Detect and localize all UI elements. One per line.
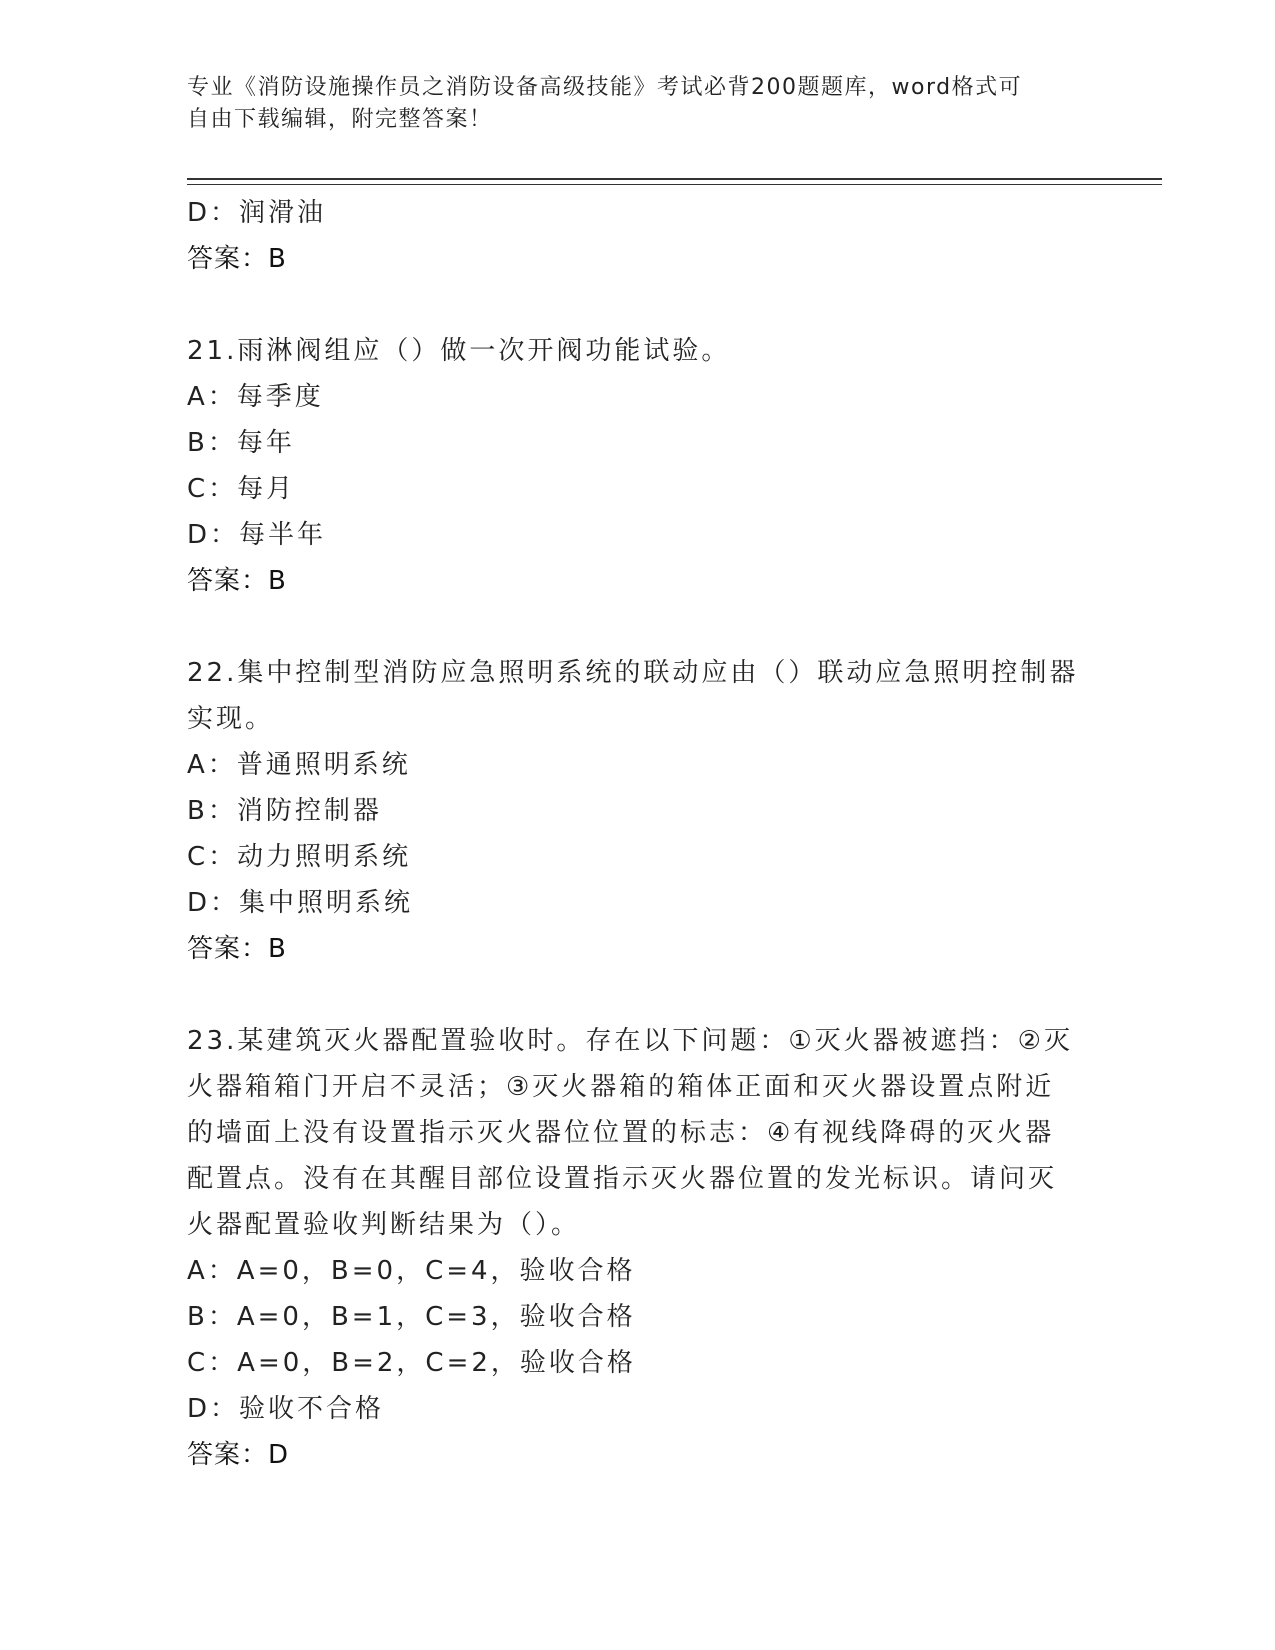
question-stem-line-2: 实现。 bbox=[187, 704, 275, 734]
question-23 bbox=[187, 1018, 1087, 1478]
header-rule-thin bbox=[187, 184, 1162, 185]
question-stem-line-5: 火器配置验收判断结果为（）。 bbox=[187, 1210, 581, 1240]
question-stem-line-2: 火器箱箱门开启不灵活；③灭火器箱的箱体正面和灭火器设置点附近 bbox=[187, 1072, 1055, 1102]
option-d: D：验收不合格 bbox=[187, 1394, 385, 1424]
option-b: B：每年 bbox=[187, 428, 295, 458]
answer-line: 答案：B bbox=[187, 934, 287, 964]
answer-line: 答案：B bbox=[187, 244, 287, 274]
question-22 bbox=[187, 650, 1087, 972]
option-d: D：润滑油 bbox=[187, 198, 327, 228]
spacer bbox=[187, 972, 1087, 1018]
header-line-2: 自由下载编辑，附完整答案！ bbox=[187, 107, 493, 132]
option-a: A：每季度 bbox=[187, 382, 324, 412]
option-c: C：动力照明系统 bbox=[187, 842, 412, 872]
option-c: C：每月 bbox=[187, 474, 296, 504]
question-stem-line-4: 配置点。没有在其醒目部位设置指示灭火器位置的发光标识。请问灭 bbox=[187, 1164, 1058, 1194]
answer-line: 答案：D bbox=[187, 1440, 290, 1470]
previous-question-fragment bbox=[187, 190, 1087, 282]
header-rule-thick bbox=[187, 178, 1162, 180]
header-line-1: 专业《消防设施操作员之消防设备高级技能》考试必背200题题库，word格式可 bbox=[187, 75, 1023, 100]
question-21 bbox=[187, 328, 1087, 604]
document-body bbox=[187, 190, 1087, 1478]
spacer bbox=[187, 604, 1087, 650]
option-c: C：A=0，B=2，C=2，验收合格 bbox=[187, 1348, 636, 1378]
question-stem-line-3: 的墙面上没有设置指示灭火器位位置的标志：④有视线降碍的灭火器 bbox=[187, 1118, 1055, 1148]
option-b: B：消防控制器 bbox=[187, 796, 382, 826]
option-d: D：集中照明系统 bbox=[187, 888, 414, 918]
answer-line: 答案：B bbox=[187, 566, 287, 596]
option-d: D：每半年 bbox=[187, 520, 327, 550]
question-stem: 21.雨淋阀组应（）做一次开阀功能试验。 bbox=[187, 336, 731, 366]
question-stem-line-1: 23.某建筑灭火器配置验收时。存在以下问题：①灭火器被遮挡：②灭 bbox=[187, 1026, 1073, 1056]
option-b: B：A=0，B=1，C=3，验收合格 bbox=[187, 1302, 636, 1332]
option-a: A：A=0，B=0，C=4，验收合格 bbox=[187, 1256, 636, 1286]
spacer bbox=[187, 282, 1087, 328]
option-a: A：普通照明系统 bbox=[187, 750, 411, 780]
document-header bbox=[187, 72, 1087, 136]
question-stem-line-1: 22.集中控制型消防应急照明系统的联动应由（）联动应急照明控制器 bbox=[187, 658, 1079, 688]
